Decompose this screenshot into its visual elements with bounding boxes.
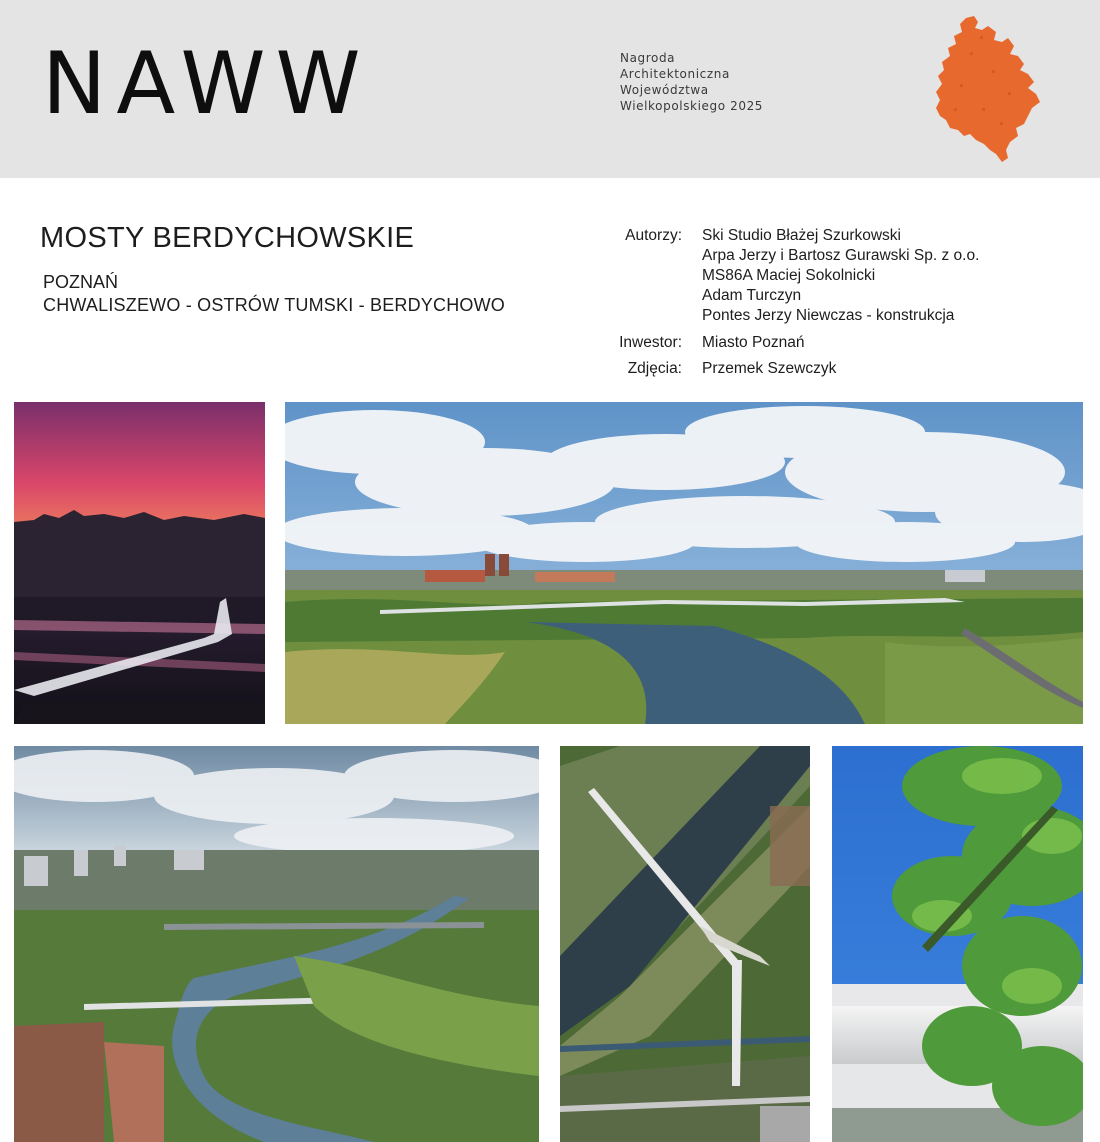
project-title: MOSTY BERDYCHOWSKIE (40, 222, 415, 254)
award-line: Nagroda (620, 51, 676, 65)
photographer-name: Przemek Szewczyk (702, 360, 837, 377)
investor-label: Inwestor: (619, 334, 682, 351)
photo-sunset-bridge (14, 402, 265, 724)
project-city: POZNAŃ (43, 272, 119, 292)
credits-row (600, 287, 1080, 307)
investor-name: Miasto Poznań (702, 334, 805, 351)
author-name: MS86A Maciej Sokolnicki (702, 267, 876, 284)
authors-label: Autorzy: (625, 227, 682, 244)
photo-top-down-bridge (560, 746, 810, 1142)
credits-row (600, 307, 1080, 327)
naww-logo: NAWW (42, 34, 371, 134)
award-line: Wielkopolskiego 2025 (620, 99, 764, 113)
photos-label: Zdjęcia: (627, 360, 682, 377)
photo-bridge-underside (832, 746, 1083, 1142)
author-name: Pontes Jerzy Niewczas - konstrukcja (702, 307, 955, 324)
photo-aerial-river (14, 746, 539, 1142)
project-location: CHWALISZEWO - OSTRÓW TUMSKI - BERDYCHOWO (43, 295, 505, 315)
author-name: Arpa Jerzy i Bartosz Gurawski Sp. z o.o. (702, 247, 980, 264)
credits-row (600, 360, 1080, 380)
credits-row (600, 267, 1080, 287)
credits-row (600, 227, 1080, 247)
photo-river-panorama (285, 402, 1083, 724)
award-line: Województwa (620, 83, 709, 97)
header-band (0, 0, 1100, 178)
author-name: Adam Turczyn (702, 287, 802, 304)
wielkopolska-region-map-icon (930, 12, 1050, 164)
author-name: Ski Studio Błażej Szurkowski (702, 227, 901, 244)
credits-block (600, 227, 1080, 380)
award-name (620, 50, 880, 114)
credits-row (600, 247, 1080, 267)
award-line: Architektoniczna (620, 67, 730, 81)
credits-row (600, 334, 1080, 360)
